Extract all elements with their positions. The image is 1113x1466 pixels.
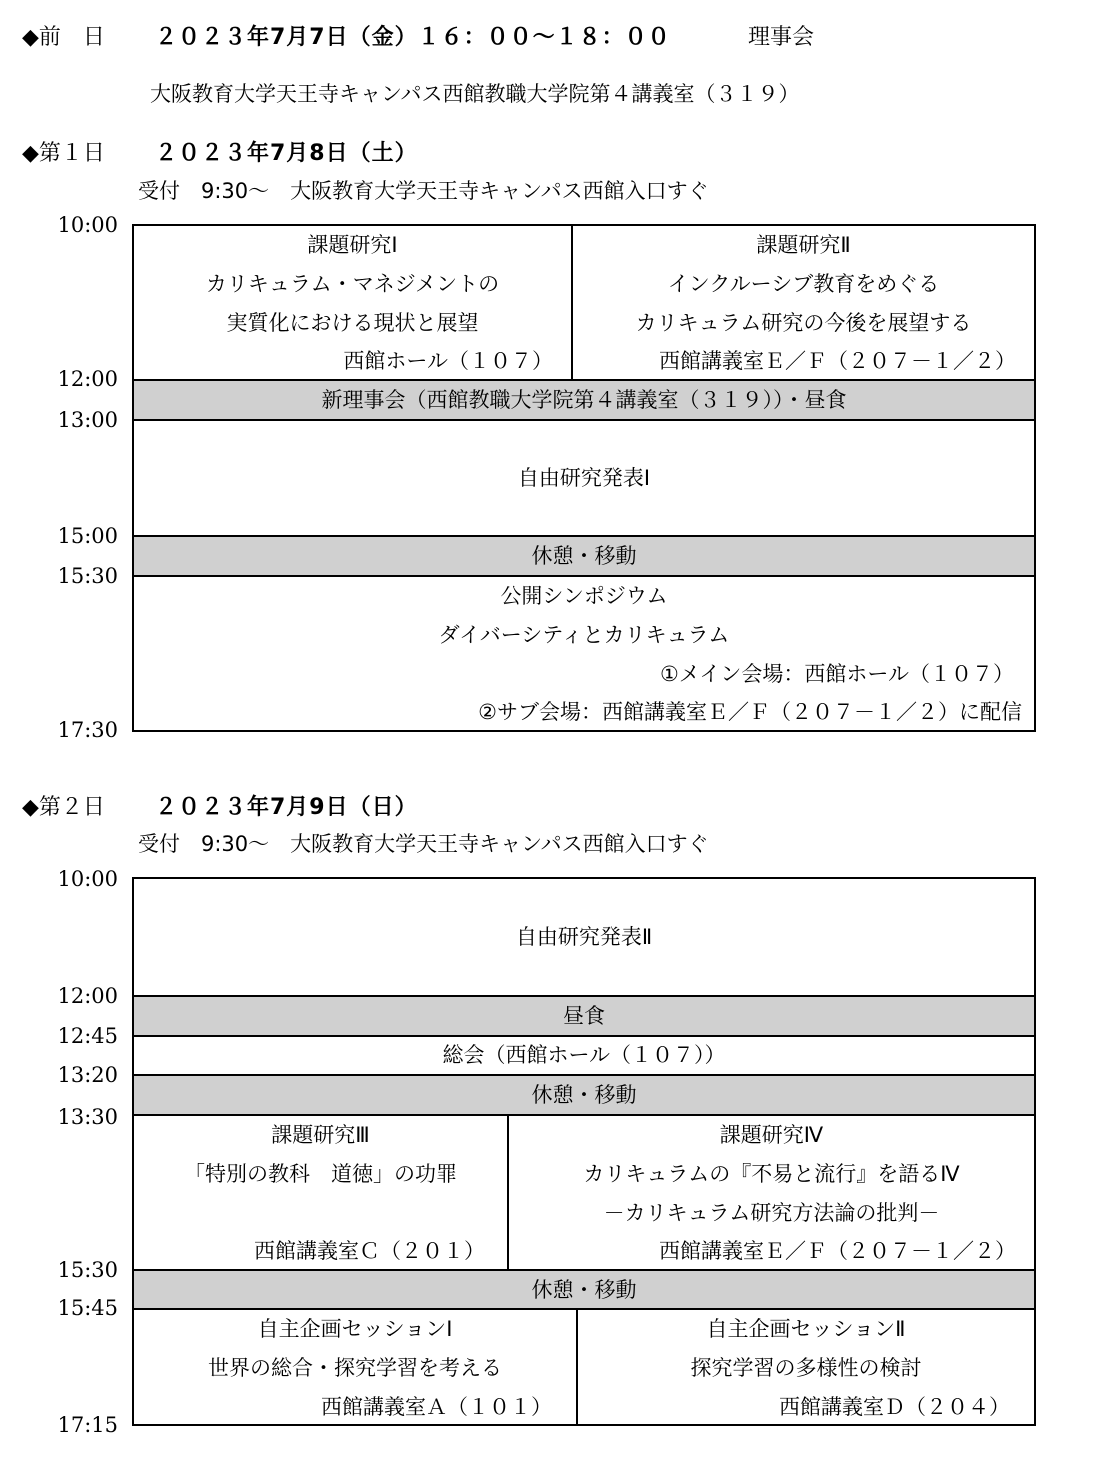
session-kadai-3 [132,1114,509,1271]
eve-event: 理事会 [748,25,815,50]
general-meeting-row [132,1035,1036,1076]
day2-reception: 受付 9:30～ 大阪教育大学天王寺キャンパス西館入口すぐ [138,832,709,856]
session-room: 西館講義室Ｄ（２０４） [779,1395,1010,1419]
time-label: 13:30 [57,1105,118,1129]
time-label: 10:00 [57,867,118,891]
symposium-main-venue: ①メイン会場：西館ホール（１０７） [660,662,1014,686]
break-row [132,535,1036,577]
diamond-icon: ◆ [22,795,39,820]
symposium-theme: ダイバーシティとカリキュラム [438,623,730,647]
time-label: 15:30 [57,1258,118,1282]
break-row [132,1074,1036,1116]
board-lunch-row [132,379,1036,421]
session-theme: カリキュラムの『不易と流行』を語るⅣ [583,1162,960,1186]
eve-heading [22,20,105,51]
session-theme: カリキュラム・マネジメントの [205,272,500,296]
time-label: 12:00 [57,367,118,391]
free-research-label: 自由研究発表Ⅰ [517,466,651,490]
lunch-row [132,995,1036,1037]
time-label: 15:30 [57,564,118,588]
symposium-sub-venue: ②サブ会場：西館講義室Ｅ／Ｆ（２０７－１／２）に配信 [478,700,1022,724]
free-research-label: 自由研究発表Ⅱ [515,925,653,949]
session-theme: インクルーシブ教育をめぐる [667,272,940,296]
time-label: 17:30 [57,718,118,742]
session-title: 課題研究Ⅲ [271,1123,370,1147]
break-label: 休憩・移動 [531,1083,637,1107]
public-symposium [132,575,1036,732]
board-lunch-label: 新理事会（西館教職大学院第４講義室（３１９））・昼食 [321,388,847,412]
break-label: 休憩・移動 [531,544,637,568]
diamond-icon: ◆ [22,25,39,50]
session-theme: カリキュラム研究の今後を展望する [635,311,972,335]
symposium-title: 公開シンポジウム [500,584,668,608]
session-room: 西館講義室Ｃ（２０１） [254,1239,485,1263]
session-room: 西館講義室Ａ（１０１） [321,1395,552,1419]
eve-venue: 大阪教育大学天王寺キャンパス西館教職大学院第４講義室（３１９） [150,82,800,106]
session-theme: 実質化における現状と展望 [226,311,479,335]
session-title: 課題研究Ⅱ [756,233,851,257]
session-title: 自主企画セッションⅡ [706,1317,906,1341]
day1-date: ２０２３年7月8日（土） [155,141,418,166]
time-label: 17:15 [57,1413,118,1437]
break-row [132,1269,1036,1310]
session-kadai-2 [571,224,1036,381]
free-research-1 [132,419,1036,537]
session-theme: 「特別の教科 道徳」の功罪 [184,1162,457,1186]
self-planned-session-2 [576,1308,1036,1426]
break-label: 休憩・移動 [531,1278,637,1302]
eve-datetime: ２０２３年7月7日（金）１６：００～１８：００ [155,25,671,50]
eve-label: 前 日 [38,25,105,50]
diamond-icon: ◆ [22,141,39,166]
session-room: 西館講義室Ｅ／Ｆ（２０７－１／２） [659,1239,1016,1263]
time-label: 15:00 [57,524,118,548]
day1-label: 第１日 [38,141,105,166]
session-title: 課題研究Ⅳ [719,1123,824,1147]
session-title: 自主企画セッションⅠ [257,1317,453,1341]
session-room: 西館講義室Ｅ／Ｆ（２０７－１／２） [659,349,1016,373]
session-theme: 世界の総合・探究学習を考える [208,1356,502,1380]
time-label: 10:00 [57,213,118,237]
day2-label: 第２日 [38,795,105,820]
general-meeting-label: 総会（西館ホール（１０７）） [442,1043,726,1067]
day2-date: ２０２３年7月9日（日） [155,795,418,820]
session-theme: 探究学習の多様性の検討 [690,1356,922,1380]
day1-reception: 受付 9:30～ 大阪教育大学天王寺キャンパス西館入口すぐ [138,179,709,203]
session-kadai-1 [132,224,573,381]
time-label: 15:45 [57,1296,118,1320]
session-title: 課題研究Ⅰ [307,233,398,257]
session-theme: －カリキュラム研究方法論の批判－ [603,1201,940,1225]
session-room: 西館ホール（１０７） [343,349,553,373]
day2-heading [22,790,105,821]
time-label: 13:00 [57,408,118,432]
time-label: 12:45 [57,1024,118,1048]
day1-heading [22,136,105,167]
lunch-label: 昼食 [563,1004,605,1028]
time-label: 12:00 [57,984,118,1008]
free-research-2 [132,877,1036,997]
time-label: 13:20 [57,1063,118,1087]
session-kadai-4 [507,1114,1036,1271]
self-planned-session-1 [132,1308,578,1426]
